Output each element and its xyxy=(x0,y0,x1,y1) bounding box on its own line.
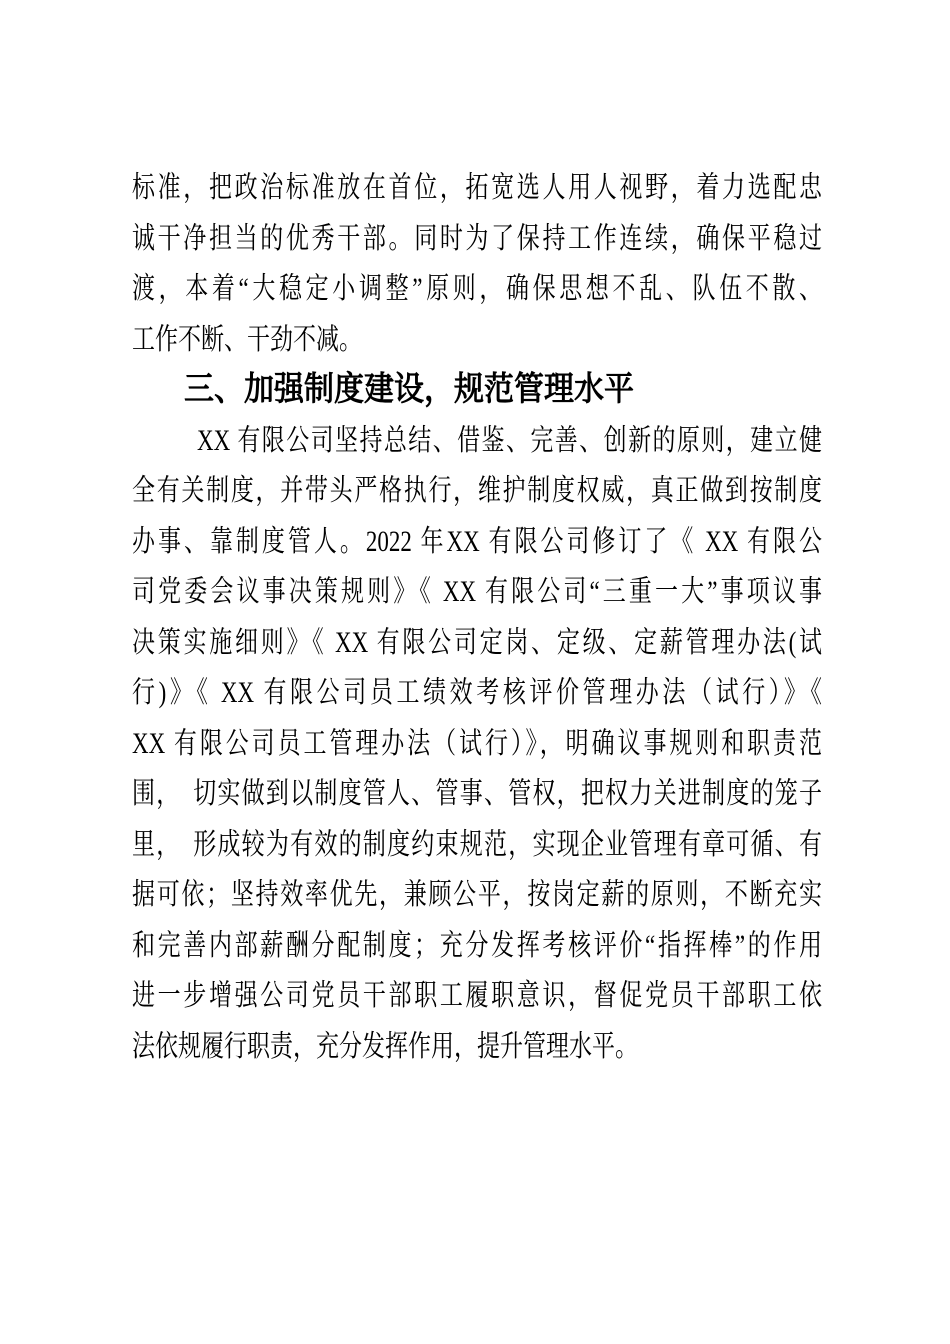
body-line: 围， 切实做到以制度管人、管事、管权，把权力关进制度的笼子 xyxy=(132,777,822,810)
body-line-paragraph-start: XX 有限公司坚持总结、借鉴、完善、创新的原则，建立健 xyxy=(197,423,822,456)
body-line: 据可依；坚持效率优先，兼顾公平，按岗定薪的原则，不断充实 xyxy=(132,878,822,911)
section-heading: 三、加强制度建设，规范管理水平 xyxy=(184,370,634,408)
body-line: 进一步增强公司党员干部职工履职意识，督促党员干部职工依 xyxy=(132,979,822,1012)
body-line: 里， 形成较为有效的制度约束规范，实现企业管理有章可循、有 xyxy=(132,827,822,860)
body-line: 决策实施细则》《 XX 有限公司定岗、定级、定薪管理办法(试 xyxy=(132,625,822,658)
body-line-paragraph-end: 法依规履行职责，充分发挥作用，提升管理水平。 xyxy=(132,1029,638,1062)
body-line: 和完善内部薪酬分配制度；充分发挥考核评价“指挥棒”的作用 xyxy=(132,928,822,961)
document-body xyxy=(132,163,822,1072)
body-line: XX 有限公司员工管理办法（试行）》，明确议事规则和职责范 xyxy=(132,726,822,759)
body-line: 办事、靠制度管人。2022 年XX 有限公司修订了《 XX 有限公 xyxy=(132,524,822,557)
body-line: 诚干净担当的优秀干部。同时为了保持工作连续，确保平稳过 xyxy=(132,221,822,254)
body-line: 渡，本着“大稳定小调整”原则，确保思想不乱、队伍不散、 xyxy=(132,272,822,305)
body-line: 全有关制度，并带头严格执行，维护制度权威，真正做到按制度 xyxy=(132,474,822,507)
body-line-paragraph-end: 工作不断、干劲不减。 xyxy=(132,322,362,355)
body-line: 司党委会议事决策规则》《 XX 有限公司“三重一大”事项议事 xyxy=(132,575,822,608)
body-line: 标准，把政治标准放在首位，拓宽选人用人视野，着力选配忠 xyxy=(132,171,822,204)
body-line: 行)》《 XX 有限公司员工绩效考核评价管理办法（试行）》《 xyxy=(132,676,822,709)
